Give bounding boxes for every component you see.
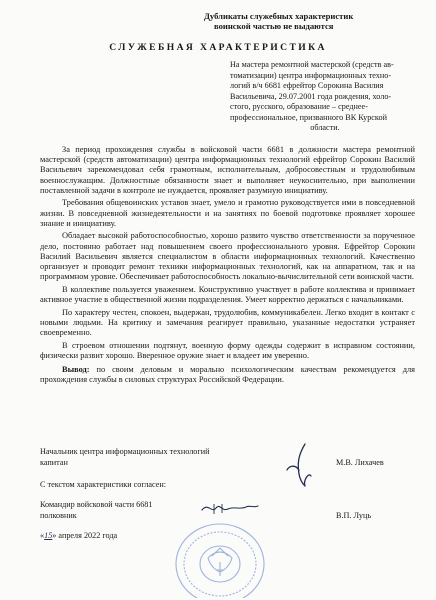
characteristic-body	[40, 145, 415, 388]
addressee-line: логий в/ч 6681 ефрейтор Сорокина Василия	[230, 81, 384, 90]
body-paragraph: В коллективе пользуется уважением. Конструктивно участвует в работе коллектива и принимает активное участие в общественной жизни подразделения. Умеет корректно держаться с начальниками.	[40, 284, 415, 305]
addressee-line: профессиональное, призванного ВК Курской	[230, 112, 387, 122]
addressee-line: Васильевича, 29.07.2001 года рождения, холо-	[230, 91, 392, 101]
date-month-year: апреля 2022 года	[58, 531, 118, 540]
commander-name: В.П. Луць	[336, 511, 372, 520]
body-paragraph: В строевом отношении подтянут, военную форму одежды содержит в исправном состоянии, физически развит хорошо. Вверенное оружие знает и владеет им уверенно.	[40, 340, 415, 360]
conclusion-paragraph	[40, 365, 415, 385]
date-day: 15	[44, 531, 53, 540]
body-paragraph: За период прохождения службы в войсковой части 6681 в должности мастера ремонтной мастерской (средств автоматизации) центра информационных технологий ефрейтор Сорокин Василий Васильевич зарекомендовал себя грамотным, исполнительным, добросовестным и трудолюбивым военнослужащим. Должностные обязанности знает и выполняет неукоснительно, при выполнении поставленной задачи в контроле не нуждается, проявляет разумную инициативу.	[40, 145, 415, 195]
addressee-line: стого, русского, образование – среднее-	[230, 102, 368, 111]
date-close-quote: »	[52, 531, 57, 540]
duplicate-notice	[204, 11, 414, 31]
document-title: СЛУЖЕБНАЯ ХАРАКТЕРИСТИКА	[109, 42, 327, 53]
signature-commander	[200, 498, 260, 518]
addressee-line: На мастера ремонтной мастерской (средств ав-	[230, 60, 394, 69]
chief-position: Начальник центра информационных технологий	[40, 447, 210, 456]
addressee-block	[230, 60, 420, 134]
body-paragraph: По характеру честен, спокоен, выдержан, трудолюбив, коммуникабелен. Легко входит в контакт с новыми людьми. На критику и замечания реагирует правильно, указанные недостатки устраняет своевременно.	[40, 307, 415, 338]
duplicate-notice-line1: Дубликаты служебных характеристик	[204, 11, 354, 21]
addressee-line: области.	[310, 123, 340, 132]
body-paragraph: Требования общевоинских уставов знает, умело и грамотно руководствуется ими в повседневной жизни. В повседневной жизнедеятельности и на занятиях по боевой подготовке проявляет хорошее знание и инициативу.	[40, 198, 415, 228]
commander-position: Командир войсковой части 6681	[40, 500, 153, 509]
commander-rank: полковник	[40, 511, 77, 520]
agreement-text: С текстом характеристики согласен:	[40, 480, 167, 489]
duplicate-notice-line2: воинской частью не выдаются	[214, 21, 334, 31]
addressee-line: томатизации) центра информационных техно-	[230, 70, 392, 80]
body-paragraph: Обладает высокой работоспособностью, хорошо развито чувство ответственности за порученное дело, постоянно работает над повышением своего профессионального уровня. Ефрейтор Сорокин Василий Васильевич является специалистом в области информационных технологий. Качественно организует и проводит ремонт техники информационных технологий, как на аппаратном, так и на программном уровне. Обеспечивает работоспособность локально-вычислительной сети воинской части.	[40, 231, 415, 282]
chief-name: М.В. Лихачев	[336, 458, 384, 467]
signature-chief	[275, 440, 325, 490]
chief-rank: капитан	[40, 458, 68, 467]
conclusion-text: по своим деловым и морально психологическим качествам рекомендуется для прохождения службы в силовых структурах Российской Федерации.	[40, 365, 415, 385]
conclusion-label: Вывод:	[62, 365, 90, 375]
date-open-quote: «	[40, 531, 45, 540]
document-date	[40, 531, 117, 541]
